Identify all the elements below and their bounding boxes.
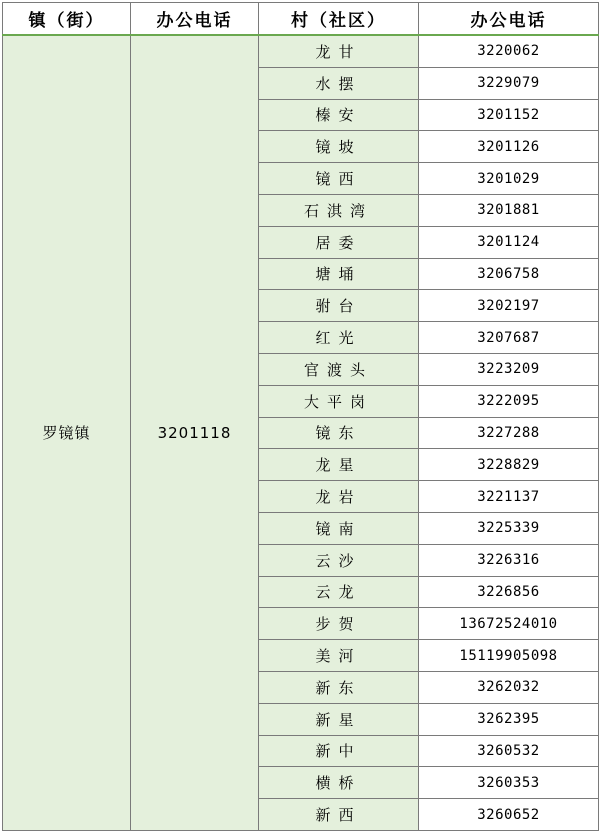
- village-phone: 3262032: [419, 671, 599, 703]
- village-name: 塘埇: [259, 258, 419, 290]
- village-name: 云沙: [259, 544, 419, 576]
- village-name: 镜南: [259, 512, 419, 544]
- village-name: 龙甘: [259, 35, 419, 67]
- village-phone: 3206758: [419, 258, 599, 290]
- village-phone: 3227288: [419, 417, 599, 449]
- village-phone: 3228829: [419, 449, 599, 481]
- village-phone: 3201124: [419, 226, 599, 258]
- village-phone: 3262395: [419, 703, 599, 735]
- village-phone: 3202197: [419, 290, 599, 322]
- village-name: 红光: [259, 322, 419, 354]
- village-name: 龙岩: [259, 481, 419, 513]
- village-name: 新星: [259, 703, 419, 735]
- village-name: 步贺: [259, 608, 419, 640]
- village-name: 大平岗: [259, 385, 419, 417]
- village-phone: 3221137: [419, 481, 599, 513]
- header-village-phone: 办公电话: [419, 3, 599, 36]
- village-phone: 3223209: [419, 353, 599, 385]
- village-name: 新东: [259, 671, 419, 703]
- village-phone: 15119905098: [419, 640, 599, 672]
- phone-directory-table: [2, 2, 599, 831]
- village-phone: 3222095: [419, 385, 599, 417]
- village-name: 石淇湾: [259, 194, 419, 226]
- village-name: 镜坡: [259, 131, 419, 163]
- header-row: [3, 3, 599, 36]
- village-phone: 3260353: [419, 767, 599, 799]
- village-name: 新中: [259, 735, 419, 767]
- village-phone: 13672524010: [419, 608, 599, 640]
- village-phone: 3229079: [419, 67, 599, 99]
- village-phone: 3226316: [419, 544, 599, 576]
- village-name: 云龙: [259, 576, 419, 608]
- header-village: 村（社区）: [259, 3, 419, 36]
- town-name: 罗镜镇: [3, 35, 131, 830]
- village-name: 榛安: [259, 99, 419, 131]
- table-row: [3, 35, 599, 67]
- town-phone: 3201118: [131, 35, 259, 830]
- village-name: 居委: [259, 226, 419, 258]
- village-name: 官渡头: [259, 353, 419, 385]
- header-town: 镇（街）: [3, 3, 131, 36]
- village-name: 新西: [259, 799, 419, 831]
- table-body: [3, 35, 599, 830]
- village-phone: 3201881: [419, 194, 599, 226]
- village-phone: 3220062: [419, 35, 599, 67]
- village-phone: 3226856: [419, 576, 599, 608]
- village-name: 横桥: [259, 767, 419, 799]
- village-phone: 3260652: [419, 799, 599, 831]
- village-name: 龙星: [259, 449, 419, 481]
- village-name: 镜西: [259, 163, 419, 195]
- village-phone: 3201126: [419, 131, 599, 163]
- village-phone: 3207687: [419, 322, 599, 354]
- village-phone: 3201152: [419, 99, 599, 131]
- village-name: 驸台: [259, 290, 419, 322]
- village-phone: 3260532: [419, 735, 599, 767]
- header-town-phone: 办公电话: [131, 3, 259, 36]
- village-name: 镜东: [259, 417, 419, 449]
- village-phone: 3225339: [419, 512, 599, 544]
- village-name: 美河: [259, 640, 419, 672]
- village-phone: 3201029: [419, 163, 599, 195]
- village-name: 水摆: [259, 67, 419, 99]
